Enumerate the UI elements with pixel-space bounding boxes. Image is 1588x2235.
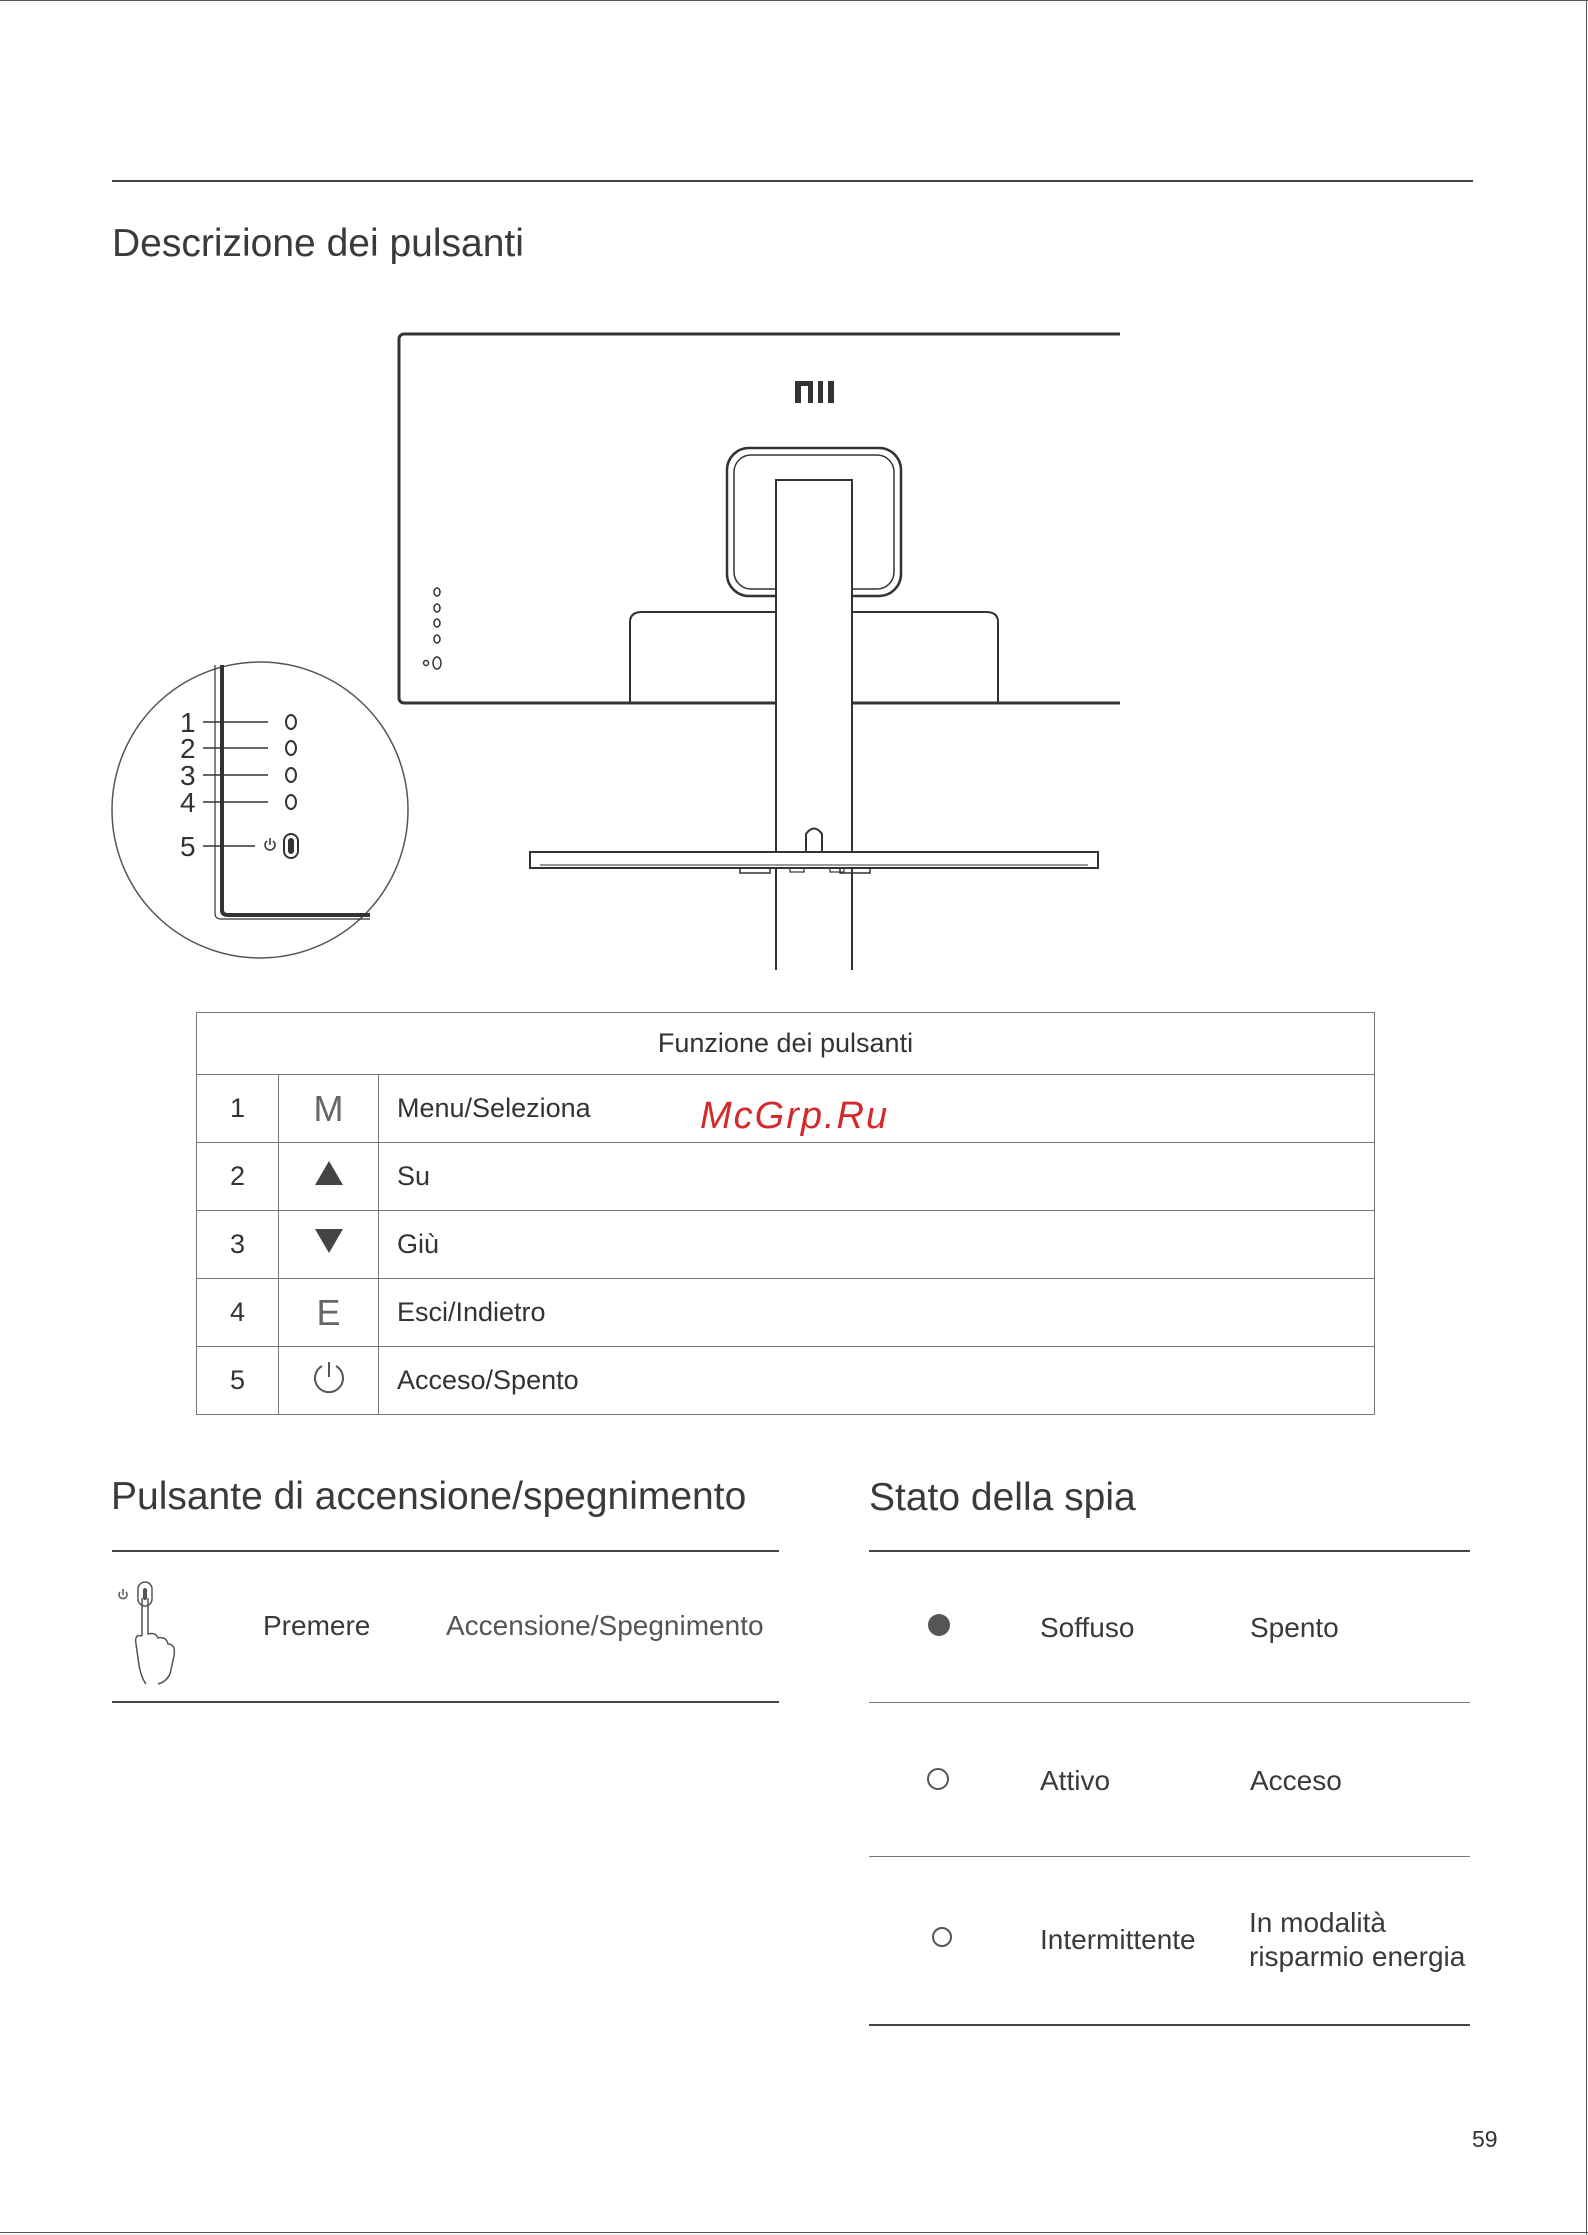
led-meaning-line1: In modalità: [1249, 1907, 1386, 1938]
row-number: 1: [197, 1075, 279, 1143]
led-state: Attivo: [1040, 1765, 1111, 1796]
callout-4: 4: [180, 787, 196, 818]
monitor-body: [399, 334, 1120, 703]
up-triangle-icon: [279, 1143, 379, 1211]
monitor-side-buttons: [424, 588, 442, 669]
power-result: Accensione/Spegnimento: [446, 1610, 764, 1641]
callout-3: 3: [180, 760, 196, 791]
power-section-title: Pulsante di accensione/spegnimento: [111, 1475, 747, 1518]
page-border-bottom: [0, 2232, 1588, 2233]
finger-press-icon: [112, 1578, 182, 1686]
table-header-row: [197, 1013, 1375, 1075]
table-row: [197, 1143, 1375, 1211]
row-label: Esci/Indietro: [379, 1279, 1375, 1347]
row-label: Acceso/Spento: [379, 1347, 1375, 1415]
top-rule: [112, 180, 1473, 182]
menu-letter: M: [313, 1087, 344, 1129]
section-title: Descrizione dei pulsanti: [112, 222, 524, 265]
table-row: [197, 1347, 1375, 1415]
led-meaning-line2: risparmio energia: [1249, 1941, 1466, 1972]
watermark: McGrp.Ru: [700, 1095, 890, 1137]
stand-neck: [776, 480, 852, 970]
row-label: Menu/Seleziona: [379, 1075, 1375, 1143]
callout-5: 5: [180, 831, 196, 862]
power-icon: [279, 1347, 379, 1415]
row-label: Su: [379, 1143, 1375, 1211]
led-section-top-rule: [869, 1550, 1470, 1552]
table-row: [197, 1279, 1375, 1347]
led-section-bottom-rule: [869, 2024, 1470, 2026]
led-section-title: Stato della spia: [869, 1476, 1136, 1519]
led-row-divider: [869, 1856, 1470, 1857]
filled-circle-icon: [928, 1614, 950, 1636]
menu-symbol: [279, 1075, 379, 1143]
row-number: 5: [197, 1347, 279, 1415]
button-function-table: [196, 1012, 1375, 1415]
power-action: Premere: [263, 1610, 371, 1641]
down-triangle-icon: [279, 1211, 379, 1279]
stand-base: [530, 852, 1098, 868]
led-meaning: Spento: [1250, 1612, 1339, 1643]
monitor-back-diagram: [100, 320, 1120, 970]
exit-symbol: [279, 1279, 379, 1347]
power-section-top-rule: [112, 1550, 779, 1552]
led-state: Soffuso: [1040, 1612, 1135, 1643]
led-row-divider: [869, 1702, 1470, 1703]
row-label: Giù: [379, 1211, 1375, 1279]
led-state: Intermittente: [1040, 1924, 1196, 1955]
mi-logo: [795, 381, 834, 403]
row-number: 4: [197, 1279, 279, 1347]
power-section-bottom-rule: [112, 1701, 779, 1703]
row-number: 2: [197, 1143, 279, 1211]
callout-1: 1: [180, 707, 196, 738]
exit-letter: E: [316, 1291, 341, 1333]
hollow-circle-icon: [927, 1768, 949, 1790]
page-border-right: [1586, 0, 1587, 2235]
hollow-circle-icon: [932, 1927, 952, 1947]
led-meaning: Acceso: [1250, 1765, 1342, 1796]
page-border-top: [0, 0, 1588, 1]
callout-2: 2: [180, 733, 196, 764]
page-number: 59: [1472, 2126, 1498, 2152]
table-header: Funzione dei pulsanti: [197, 1013, 1375, 1075]
table-row: [197, 1211, 1375, 1279]
row-number: 3: [197, 1211, 279, 1279]
